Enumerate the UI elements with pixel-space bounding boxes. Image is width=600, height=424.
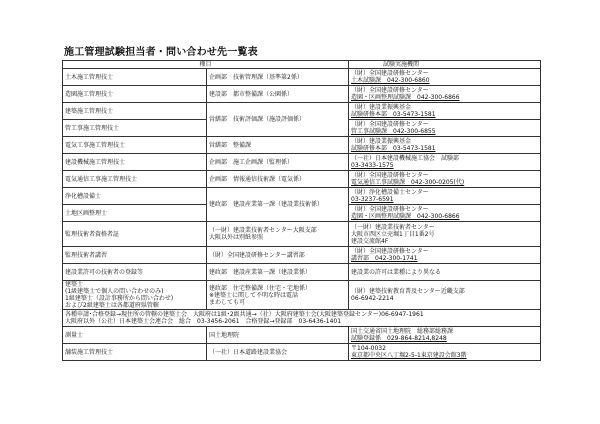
qualification-cell: 造園施工管理技士 <box>63 86 207 103</box>
department-cell: 企画部 技術管理課（基準第2係） <box>207 69 349 86</box>
org-contact: 講習部 042-300-1741 <box>351 255 418 262</box>
table-row <box>63 69 541 86</box>
org-name: （財）建設業振興基金 <box>351 104 412 111</box>
department-cell: 営繕部 整備課 <box>207 137 349 154</box>
table-row <box>63 222 541 247</box>
org-contact: 試験研修本部 03-5473-1581 <box>351 145 436 152</box>
department-cell: 企画部 情報通信技術課（電気係） <box>207 171 349 188</box>
table-row <box>63 281 541 310</box>
organization-cell <box>349 327 541 344</box>
department-cell <box>207 281 349 310</box>
organization-cell <box>349 344 541 361</box>
department-cell: 建政部 建設産業第一課（建設業係） <box>207 264 349 281</box>
department-cell: 企画部 施工企画課（監理係） <box>207 154 349 171</box>
qualification-cell: 舗装施工管理技士 <box>63 344 207 361</box>
org-name: （財）全国建設研修センター <box>351 70 429 77</box>
department-line: （一財）建設業技術者センター大阪支部 <box>209 227 317 234</box>
qualification-cell: 建設機械施工管理技士 <box>63 154 207 171</box>
header-organization: 試験実施機関 <box>349 61 541 69</box>
organization-cell <box>349 281 541 310</box>
department-line: 大阪以外は別紙参照 <box>209 234 264 241</box>
org-name: （財）全国建設研修センター <box>351 121 429 128</box>
organization-cell <box>349 86 541 103</box>
table-row <box>63 137 541 154</box>
table-row <box>63 103 541 120</box>
department-cell <box>207 222 349 247</box>
department-line: まわしても可 <box>209 298 246 306</box>
department-label: 営繕部 技術評価課（施設評価係） <box>209 116 306 123</box>
org-address: 大阪市西区立売堀1丁目1番2号 <box>351 230 435 238</box>
department-cell: 国土地理院 <box>207 327 349 344</box>
qualification-line: および2級建築士は各都道府県管轄 <box>65 302 159 309</box>
qualification-cell: 監理技術者講習 <box>63 247 207 264</box>
table-row <box>63 188 541 205</box>
org-name: （一財）建設業技術者センター <box>351 223 435 231</box>
org-name: （財）建設業振興基金 <box>351 138 412 145</box>
org-contact: 造園・区画整理試験課 042-300-6866 <box>351 94 460 101</box>
org-name: 国土交通省国土地理院 総務部総務課 <box>351 328 454 335</box>
qualification-cell: 電気通信工事施工管理技士 <box>63 171 207 188</box>
organization-cell <box>349 171 541 188</box>
table-row <box>63 154 541 171</box>
qualification-cell: 建設業許可の技術者の登録等 <box>63 264 207 281</box>
organization-cell: 建設業の許可は業種により異なる <box>349 264 541 281</box>
org-postal: 〒104-0032 <box>351 345 386 352</box>
table-row <box>63 327 541 344</box>
organization-cell <box>349 154 541 171</box>
qualification-line: 建築士 <box>65 281 84 288</box>
department-cell: 建設部 都市整備課（公園係） <box>207 86 349 103</box>
department-line: ※建築士に関して不明な時は電話 <box>209 291 299 299</box>
org-contact: 試験登録係 029-864-8214,8248 <box>351 335 447 342</box>
org-name: （財）全国建設研修センター <box>351 248 429 255</box>
organization-cell <box>349 120 541 137</box>
org-name: （財）建築技術教育普及センター近畿支部 <box>351 288 465 295</box>
org-name: （財）全国建設研修センター <box>351 87 429 94</box>
qualification-cell: 浄化槽設備士 <box>63 188 207 205</box>
department-cell: （一社）日本道路建設業協会 <box>207 344 349 361</box>
organization-cell <box>349 222 541 247</box>
page-title: 施工管理試験担当者・問い合わせ先一覧表 <box>64 47 258 58</box>
note-line: 大阪府以外（公社）日本建築士会連合会 総合 03-3456-2061 合格登録→登録部 03-6436-1401 <box>65 318 342 325</box>
qualification-cell: 測量士 <box>63 327 207 344</box>
table-row <box>63 247 541 264</box>
note-cell <box>63 310 541 327</box>
qualification-cell: 電気工事施工管理技士 <box>63 137 207 154</box>
organization-cell <box>349 247 541 264</box>
department-cell <box>207 103 349 137</box>
org-name: （一社）日本建設機械施工協会 試験部 <box>351 155 460 162</box>
qualification-cell: 管工事施工管理技士 <box>63 120 207 137</box>
table-row <box>63 86 541 103</box>
table-row <box>63 344 541 361</box>
department-cell: 建政部 建設産業第一課（建設業技術係） <box>207 188 349 222</box>
org-contact: 03-3237-6591 <box>351 196 394 203</box>
qualification-cell: 建築施工管理技士 <box>63 103 207 120</box>
org-contact: 06-6942-2214 <box>351 295 394 302</box>
qualification-cell: 土木施工管理技士 <box>63 69 207 86</box>
organization-cell <box>349 205 541 222</box>
header-qualification: 種目 <box>63 61 349 69</box>
org-name: （財）全国建設研修センター <box>351 206 429 213</box>
org-contact: 試験研修本部 03-5473-1581 <box>351 111 436 118</box>
org-contact: 管工事試験課 042-300-6855 <box>351 128 436 135</box>
qualification-line: 1級建築士（設計事務所から問い合わせ) <box>65 295 174 302</box>
qualification-line: (1級建築士で個人の問い合わせのみ) <box>65 288 164 295</box>
org-name: （財）浄化槽設備士センター <box>351 189 429 196</box>
organization-cell <box>349 69 541 86</box>
org-name: （財）全国建設研修センター <box>351 172 429 179</box>
table-row <box>63 264 541 281</box>
note-line: 各種申請･合格登録→現住所の管轄の建築士会 大阪府は1級･2級共通→（社）大阪府建築士会(大阪建築登録センター)06-6947-1961 <box>65 311 424 318</box>
org-contact: 土木試験課 042-300-6860 <box>351 77 430 84</box>
qualification-cell: 監理技術者資格者証 <box>63 222 207 247</box>
table-header-row <box>63 61 541 69</box>
qualification-cell <box>63 281 207 310</box>
department-line: 建政部 住宅整備課（住宅・宅地係） <box>209 284 312 292</box>
org-contact: 03-3433-1575 <box>351 162 394 169</box>
org-address: 東京都中央区八丁堀2-5-1東京建設会館3階 <box>351 352 467 359</box>
organization-cell <box>349 103 541 120</box>
org-contact: 電気通信工事試験課 042-300-0205(代) <box>351 179 465 186</box>
organization-cell <box>349 188 541 205</box>
org-contact: 造園・区画整理試験課 042-300-6866 <box>351 213 460 220</box>
org-building: 建設交流館4F <box>351 237 389 245</box>
department-cell: （財）全国建設研修センター講習部 <box>207 247 349 264</box>
contacts-table <box>62 60 541 361</box>
qualification-cell: 土地区画整理士 <box>63 205 207 222</box>
organization-cell <box>349 137 541 154</box>
table-row <box>63 310 541 327</box>
table-row <box>63 171 541 188</box>
